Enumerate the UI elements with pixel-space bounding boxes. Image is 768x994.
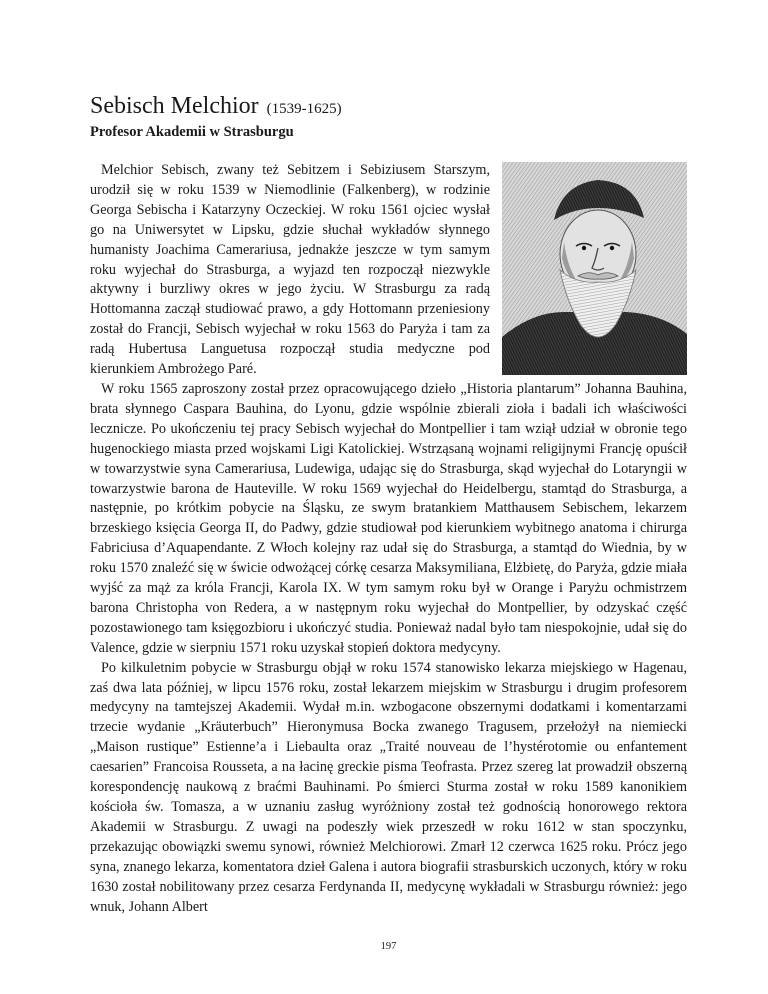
title-name: Sebisch Melchior (90, 93, 259, 119)
paragraph: Po kilkuletnim pobycie w Strasburgu objął w roku 1574 stanowisko lekarza miejskiego w Hagenau, zaś dwa lata później, w lipcu 1576 roku, został lekarzem miejskim w Strasburgu i drugim profesorem medycyny na tamtejszej Akademii. Wydał m.in. wzbogacone obszernymi dodatkami i komentarzami trzecie wydanie „Kräuterbuch” Hieronymusa Bocka zwanego Tragusem, przełożył na niemiecki „Maison rustique” Estienne’a i Liebaulta oraz „Traité nouveau de l’hystérotomie ou enfantement caesarien” Francoisa Rousseta, a na łacinę greckie pisma Teofrasta. Przez szereg lat prowadził obszerną korespondencję naukową z braćmi Bauhinami. Po śmierci Sturma został w roku 1589 kanonikiem kościoła św. Tomasza, a w uznaniu zasług wyróżniony został też godnością honorowego rektora Akademii w Strasburgu. Z uwagi na podeszły wiek przeszedł w roku 1612 w stan spoczynku, przekazując obowiązki swemu synowi, również Melchiorowi. Zmarł 12 czerwca 1625 roku. Prócz jego syna, znanego lekarza, komentatora dzieł Galena i autora biografii strasburskich uczonych, który w roku 1630 został nobilitowany przez cesarza Ferdynanda II, medycynę wykładali w Strasburgu również: jego wnuk, Johann Albert (90, 659, 687, 915)
page-subtitle: Profesor Akademii w Strasburgu (90, 124, 294, 140)
page-number: 197 (380, 941, 397, 952)
document-page (90, 0, 687, 994)
title-years: (1539-1625) (266, 101, 342, 117)
page-title (90, 84, 342, 121)
body-text (90, 161, 687, 917)
paragraph: Melchior Sebisch, zwany też Sebitzem i Sebiziusem Starszym, urodził się w roku 1539 w Niemodlinie (Falkenberg), w rodzinie Georga Sebischa i Katarzyny Oczeckiej. W roku 1561 ojciec wysłał go na Uniwersytet w Lipsku, gdzie słuchał wykładów słynnego humanisty Joachima Camerariusa, jednakże jeszcze w tym samym roku wyjechał do Strasburga, a wyjazd ten rozpoczął niezwykle aktywny i burzliwy okres w jego życiu. W Strasburgu za radą Hottomanna zaczął studiować prawo, a gdy Hottomann przeniesiony został do Francji, Sebisch wyjechał w roku 1563 do Paryża i tam za radą Hubertusa Languetusa rozpoczął studia medyczne pod kierunkiem Ambrożego Paré. (90, 162, 490, 378)
paragraph: W roku 1565 zaproszony został przez opracowującego dzieło „Historia plantarum” Johanna Bauhina, brata słynnego Caspara Bauhina, do Lyonu, gdzie wspólnie zbierali zioła i badali ich właściwości lecznicze. Po ukończeniu tej pracy Sebisch wyjechał do Montpellier i tam wziął udział w obronie tego hugenockiego miasta przed wojskami Ligi Katolickiej. Wstrząsaną wojnami religijnymi Francję opuścił w towarzystwie syna Camerariusa, Ludewiga, udając się do Strasburga, skąd wyjechał do Lotaryngii w towarzystwie barona de Hauteville. W roku 1569 wyjechał do Heidelbergu, stamtąd do Strasburga, a następnie, po krótkim pobycie na Śląsku, ze swym bratankiem Matthausem Sebischem, lekarzem brzeskiego księcia Georga II, do Padwy, gdzie studiował pod kierunkiem wybitnego anatoma i chirurga Fabriciusa d’Aquapendante. Z Włoch kolejny raz udał się do Strasburga, a stamtąd do Wiednia, by w roku 1570 znaleźć się w świcie odwożącej córkę cesarza Maksymiliana, Elżbietę, do Paryża, gdzie miała wyjść za mąż za króla Francji, Karola IX. W tym samym roku był w Orange i Paryżu ochmistrzem barona Christopha von Redera, a w następnym roku wyjechał do Montpellier, by odzyskać część pozostawionego tam księgozbioru i ukończyć studia. Ponieważ nadal było tam niespokojnie, udał się do Valence, gdzie w sierpniu 1571 roku uzyskał stopień doktora medycyny. (90, 380, 687, 656)
